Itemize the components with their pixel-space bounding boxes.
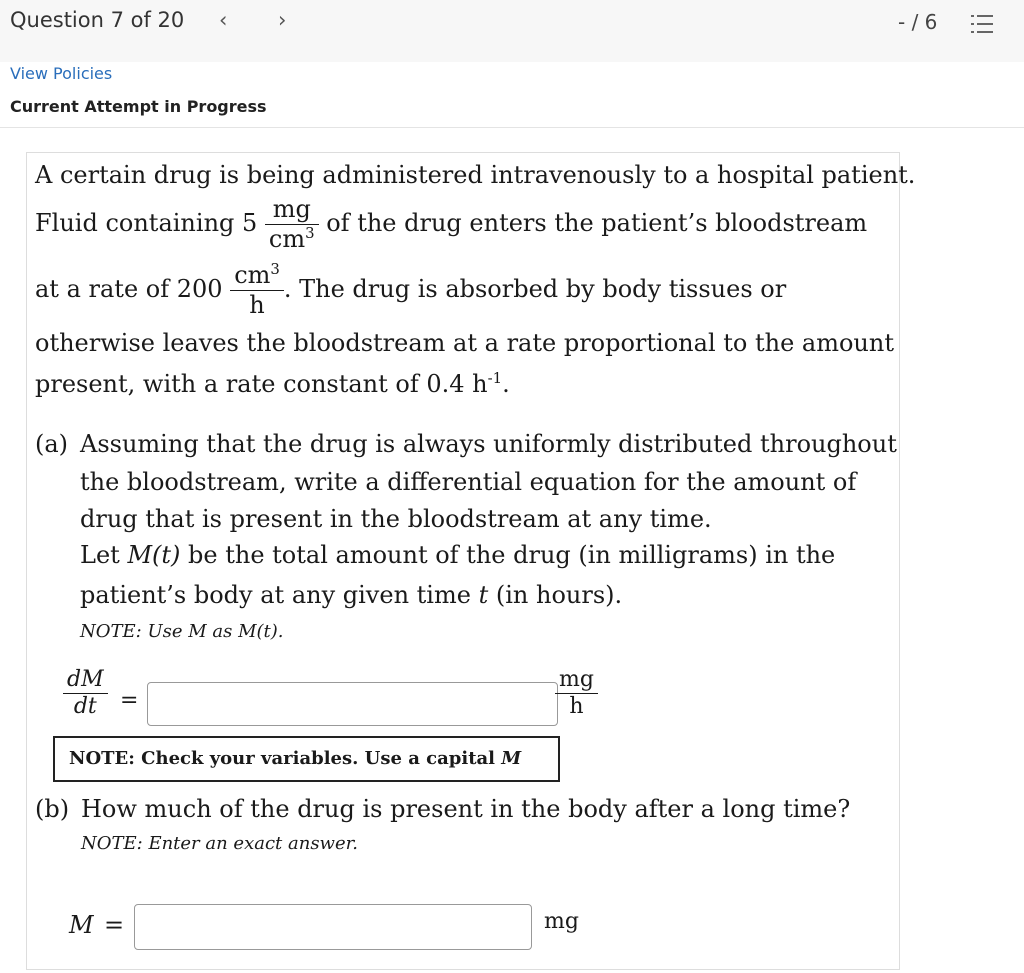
part-a-equals: = (120, 688, 139, 713)
unit-mg: mg (555, 667, 598, 694)
problem-line-2 (35, 195, 867, 254)
rate-numerator: $cm^3$ (230, 261, 284, 291)
question-counter: Question 7 of 20 (10, 8, 185, 32)
problem-line-3-post: . The drug is absorbed by body tissues or (283, 274, 787, 303)
question-list-icon[interactable] (971, 14, 993, 34)
attempt-status: Current Attempt in Progress (10, 97, 267, 116)
part-a-line-1: Assuming that the drug is always uniformly distributed throughout (80, 430, 897, 458)
part-a-line-5: patient’s body at any given time t (in hours). (80, 581, 623, 609)
part-b-equals: = (104, 911, 125, 939)
unit-h: h (569, 694, 584, 720)
concentration-denominator: $cm^3$ (268, 223, 315, 253)
problem-line-3-pre: at a rate of 200 (35, 274, 223, 303)
problem-line-1: A certain drug is being administered intravenously to a hospital patient. (35, 161, 916, 189)
dm-dt-fraction (63, 667, 108, 721)
question-card (26, 152, 916, 970)
divider (0, 127, 1024, 128)
problem-line-4: otherwise leaves the bloodstream at a rate proportional to the amount (35, 329, 894, 357)
part-b-label: (b) (35, 795, 70, 823)
problem-line-3 (35, 261, 786, 320)
part-a-answer-input[interactable] (147, 682, 558, 726)
rate-denominator: h (249, 290, 265, 319)
part-b-unit: mg (544, 909, 579, 934)
problem-line-2-pre: Fluid containing 5 (35, 208, 258, 237)
part-a-line-3: drug that is present in the bloodstream at any time. (80, 505, 712, 533)
part-a-unit (555, 667, 598, 721)
part-b-lhs: M (69, 911, 94, 939)
dm-numerator: dM (63, 667, 108, 694)
rate-fraction (230, 261, 284, 320)
problem-line-2-post: of the drug enters the patient’s bloodstream (326, 208, 868, 237)
concentration-numerator: mg (265, 195, 319, 225)
concentration-fraction (265, 195, 319, 254)
dt-denominator: dt (73, 694, 97, 720)
part-a-line-2: the bloodstream, write a differential equation for the amount of (80, 468, 857, 496)
view-policies-link[interactable]: View Policies (10, 64, 113, 83)
score-display: - / 6 (898, 10, 938, 34)
part-a-note: NOTE: Use M as M(t). (80, 621, 284, 642)
part-a-label: (a) (35, 430, 69, 458)
var-m-of-t: M(t) (127, 541, 181, 569)
part-b-question: How much of the drug is present in the body after a long time? (81, 795, 851, 823)
top-bar (0, 0, 1024, 62)
variable-warning: NOTE: Check your variables. Use a capital M (53, 736, 560, 782)
var-t: t (478, 581, 489, 609)
previous-question-button[interactable]: ‹ (219, 8, 228, 32)
problem-line-5: present, with a rate constant of 0.4 $h^{-1}$. (35, 369, 510, 398)
part-b-answer-input[interactable] (134, 904, 532, 950)
next-question-button[interactable]: › (278, 8, 287, 32)
part-a-line-4: Let M(t) be the total amount of the drug (in milligrams) in the (80, 541, 836, 569)
part-b-note: NOTE: Enter an exact answer. (81, 833, 358, 854)
